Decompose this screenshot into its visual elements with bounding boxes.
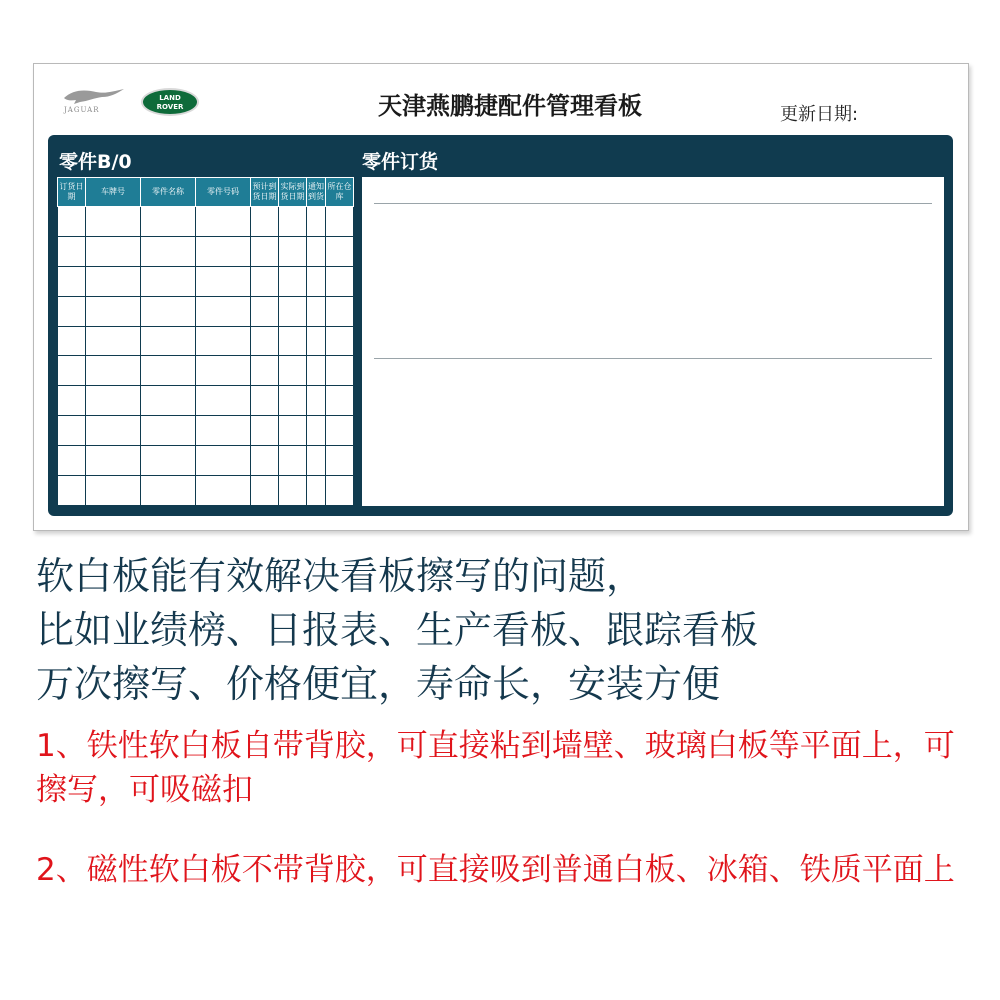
bo-column-header: 零件号码	[196, 178, 251, 207]
bo-table-cell	[196, 446, 251, 476]
note-iron-whiteboard: 1、铁性软白板自带背胶，可直接粘到墙壁、玻璃白板等平面上，可擦写，可吸磁扣	[36, 728, 955, 808]
caption-line: 万次擦写、价格便宜，寿命长，安装方便	[36, 662, 721, 706]
bo-table-cell	[86, 476, 141, 506]
bo-table	[57, 177, 354, 506]
bo-table-cell	[279, 356, 307, 386]
bo-table-cell	[279, 236, 307, 266]
bo-table-cell	[196, 326, 251, 356]
bo-panel-title: 零件B/0	[59, 151, 132, 173]
bo-table-cell	[196, 356, 251, 386]
bo-table-cell	[58, 476, 86, 506]
bo-table-cell	[196, 386, 251, 416]
bo-table-cell	[196, 476, 251, 506]
bo-table-cell	[141, 266, 196, 296]
bo-table-cell	[58, 326, 86, 356]
caption-line: 软白板能有效解决看板擦写的问题，	[36, 554, 645, 598]
bo-table-header	[58, 178, 354, 207]
order-panel-title: 零件订货	[362, 151, 439, 173]
order-area	[362, 177, 944, 506]
bo-table-row	[58, 266, 354, 296]
bo-table-cell	[196, 236, 251, 266]
bo-table-cell	[307, 207, 326, 237]
bo-table-cell	[279, 416, 307, 446]
bo-table-cell	[307, 236, 326, 266]
bo-table-cell	[251, 386, 279, 416]
bo-column-header: 预计到货日期	[251, 178, 279, 207]
bo-table-cell	[279, 386, 307, 416]
caption-line: 比如业绩榜、日报表、生产看板、跟踪看板	[36, 608, 759, 652]
bo-table-cell	[86, 236, 141, 266]
bo-table-cell	[326, 296, 354, 326]
bo-table-cell	[307, 446, 326, 476]
bo-table-cell	[86, 207, 141, 237]
bo-table-cell	[326, 476, 354, 506]
bo-table-cell	[279, 326, 307, 356]
order-divider	[374, 358, 932, 359]
bo-table-cell	[251, 296, 279, 326]
bo-column-header: 零件名称	[141, 178, 196, 207]
bo-table-cell	[307, 386, 326, 416]
bo-table-cell	[279, 296, 307, 326]
order-divider	[374, 203, 932, 204]
bo-column-header: 所在仓库	[326, 178, 354, 207]
bo-table-cell	[141, 326, 196, 356]
bo-table-cell	[196, 296, 251, 326]
bo-table-cell	[251, 266, 279, 296]
bo-table-row	[58, 236, 354, 266]
bo-table-cell	[251, 207, 279, 237]
bo-table-cell	[141, 476, 196, 506]
bo-table-cell	[326, 326, 354, 356]
bo-table-body	[58, 207, 354, 506]
bo-table-cell	[196, 207, 251, 237]
bo-table-cell	[251, 236, 279, 266]
bo-table-cell	[307, 476, 326, 506]
bo-table-cell	[58, 356, 86, 386]
bo-table-cell	[307, 356, 326, 386]
bo-table-cell	[279, 207, 307, 237]
update-date-label: 更新日期:	[780, 104, 859, 125]
bo-table-cell	[251, 476, 279, 506]
bo-table-cell	[86, 416, 141, 446]
bo-table-row	[58, 207, 354, 237]
bo-table-cell	[86, 266, 141, 296]
bo-table-cell	[279, 266, 307, 296]
bo-table-cell	[251, 326, 279, 356]
bo-table-cell	[326, 416, 354, 446]
note-magnetic-whiteboard: 2、磁性软白板不带背胶，可直接吸到普通白板、冰箱、铁质平面上	[36, 852, 955, 888]
bo-table-cell	[141, 446, 196, 476]
bo-table-cell	[58, 207, 86, 237]
bo-table-cell	[251, 356, 279, 386]
bo-column-header: 通知到货	[307, 178, 326, 207]
bo-column-header: 实际到货日期	[279, 178, 307, 207]
bo-table-cell	[58, 446, 86, 476]
bo-table-cell	[251, 416, 279, 446]
bo-table-cell	[279, 476, 307, 506]
bo-table-cell	[58, 416, 86, 446]
bo-table-row	[58, 476, 354, 506]
bo-table-cell	[86, 326, 141, 356]
bo-table-cell	[326, 236, 354, 266]
bo-table-cell	[279, 446, 307, 476]
bo-table-row	[58, 386, 354, 416]
bo-table-row	[58, 356, 354, 386]
bo-table-cell	[86, 386, 141, 416]
bo-table-cell	[58, 266, 86, 296]
bo-table-cell	[141, 356, 196, 386]
bo-table-cell	[141, 296, 196, 326]
bo-table-cell	[86, 356, 141, 386]
bo-table-cell	[58, 386, 86, 416]
bo-table-row	[58, 446, 354, 476]
land-rover-logo	[141, 88, 199, 116]
bo-table-cell	[326, 386, 354, 416]
bo-table-cell	[58, 236, 86, 266]
bo-table-cell	[141, 236, 196, 266]
board-title: 天津燕鹏捷配件管理看板	[378, 92, 642, 120]
bo-table-cell	[196, 266, 251, 296]
bo-table-cell	[326, 446, 354, 476]
bo-table-cell	[141, 416, 196, 446]
bo-table-cell	[307, 416, 326, 446]
bo-table-cell	[307, 266, 326, 296]
bo-table-cell	[326, 356, 354, 386]
bo-table-cell	[326, 266, 354, 296]
bo-table-cell	[326, 207, 354, 237]
jaguar-wordmark: JAGUAR	[64, 106, 100, 114]
land-rover-word-bottom: ROVER	[156, 103, 184, 111]
bo-column-header: 车牌号	[86, 178, 141, 207]
bo-column-header: 订货日期	[58, 178, 86, 207]
bo-table-cell	[307, 326, 326, 356]
bo-table-cell	[251, 446, 279, 476]
bo-table-cell	[141, 386, 196, 416]
bo-table-row	[58, 296, 354, 326]
land-rover-word-top: LAND	[159, 94, 181, 102]
jaguar-logo	[58, 86, 130, 118]
bo-table-cell	[141, 207, 196, 237]
bo-table-cell	[58, 296, 86, 326]
bo-table-row	[58, 416, 354, 446]
bo-table-cell	[86, 296, 141, 326]
bo-table-cell	[196, 416, 251, 446]
bo-table-cell	[86, 446, 141, 476]
bo-table-cell	[307, 296, 326, 326]
bo-table-row	[58, 326, 354, 356]
